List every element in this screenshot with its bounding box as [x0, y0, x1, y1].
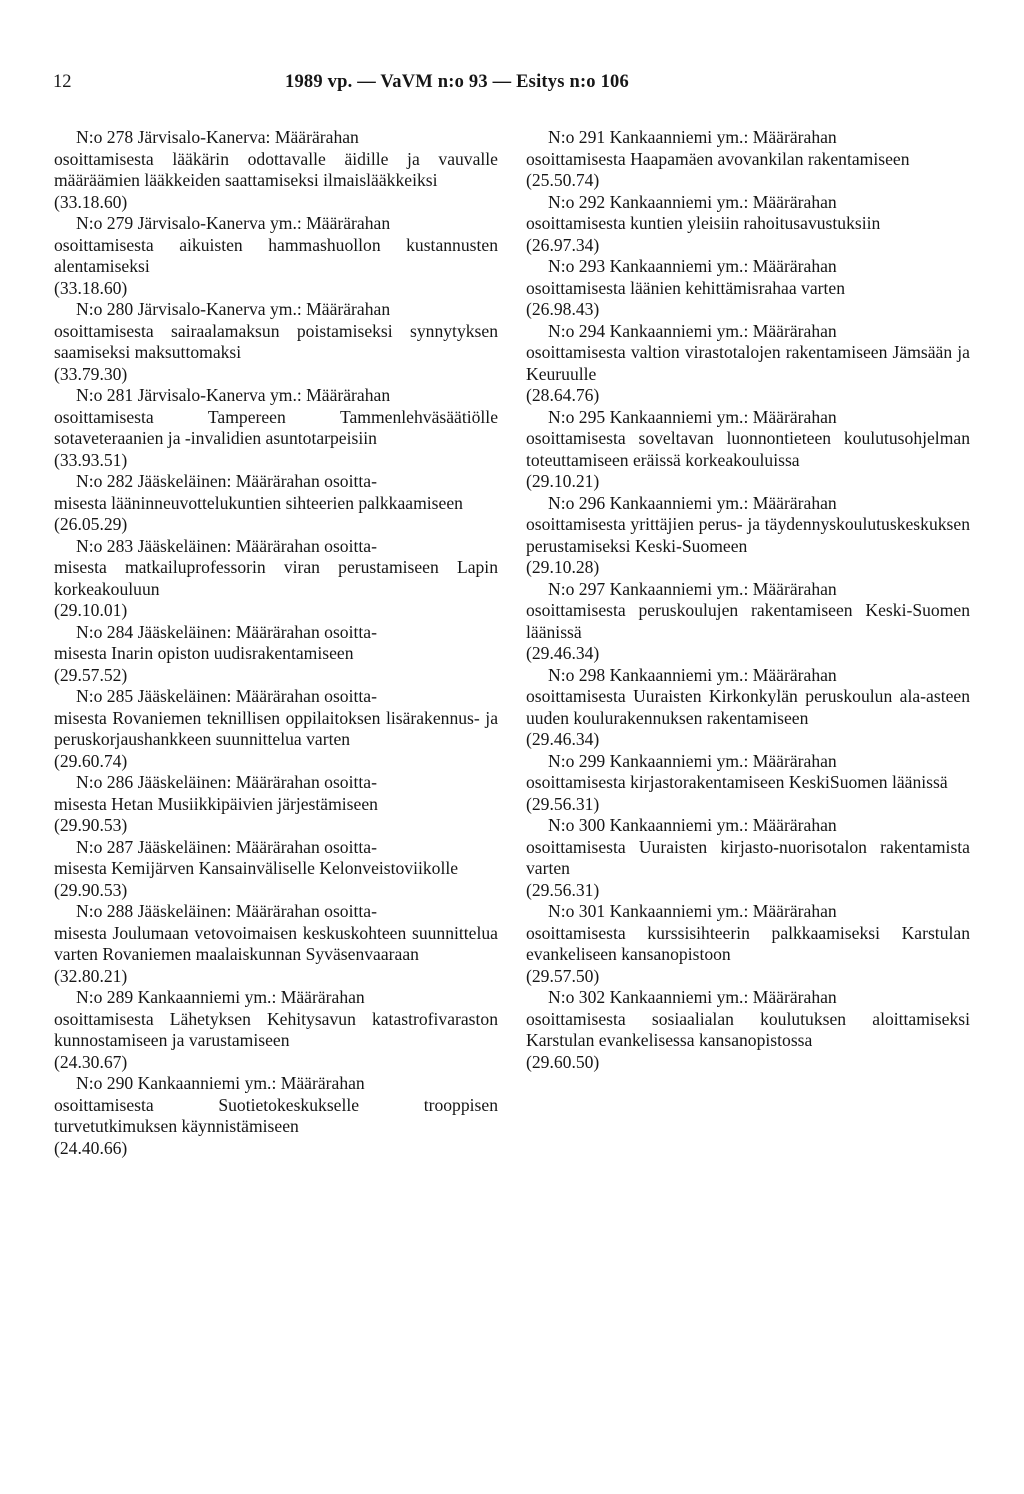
budget-item-code: (33.18.60) [54, 191, 128, 212]
motion-description: osoittamisesta Haapamäen avovankilan rakentamiseen [526, 148, 910, 169]
budget-item-code: (29.90.53) [54, 879, 128, 900]
motion-entry [526, 665, 970, 751]
budget-item-code: (33.93.51) [54, 449, 128, 470]
motion-heading: N:o 281 Järvisalo-Kanerva ym.: Määrärahan [76, 385, 391, 405]
motion-description: osoittamisesta kurssisihteerin palkkaamiseksi Karstulan evankeliseen kansanopistoon [526, 922, 970, 964]
budget-item-code: (29.90.53) [54, 815, 128, 835]
motion-description: osoittamisesta sairaalamaksun poistamiseksi synnytyksen saamiseksi maksuttomaksi [54, 320, 498, 362]
motion-entry [526, 579, 970, 665]
motion-entry [54, 987, 498, 1073]
motion-heading: N:o 291 Kankaanniemi ym.: Määrärahan [548, 127, 837, 147]
budget-item-code: (33.79.30) [54, 363, 128, 384]
motion-entry [526, 901, 970, 987]
budget-item-code: (29.56.31) [526, 793, 600, 814]
page-number: 12 [53, 72, 72, 92]
budget-item-code: (33.18.60) [54, 277, 128, 298]
motion-heading: N:o 296 Kankaanniemi ym.: Määrärahan [548, 492, 837, 513]
motion-heading: N:o 284 Jääskeläinen: Määrärahan osoitta- [76, 621, 377, 642]
motion-description: misesta Rovaniemen teknillisen oppilaitoksen lisärakennus- ja peruskorjaushankkeen suunnittelua varten [54, 707, 498, 749]
motion-description: osoittamisesta soveltavan luonnontieteen koulutusohjelman toteuttamiseen eräissä korkeakouluissa [526, 428, 970, 470]
motion-heading: N:o 285 Jääskeläinen: Määrärahan osoitta- [76, 686, 377, 706]
motion-heading: N:o 299 Kankaanniemi ym.: Määrärahan [548, 750, 837, 771]
motion-heading: N:o 290 Kankaanniemi ym.: Määrärahan [76, 1073, 365, 1093]
motion-heading: N:o 293 Kankaanniemi ym.: Määrärahan [548, 256, 837, 276]
motion-heading: N:o 286 Jääskeläinen: Määrärahan osoitta- [76, 772, 377, 792]
motion-heading: N:o 298 Kankaanniemi ym.: Määrärahan [548, 664, 837, 685]
budget-item-code: (29.57.50) [526, 965, 600, 986]
motion-description: misesta matkailuprofessorin viran perustamiseen Lapin korkeakouluun [54, 557, 498, 599]
motion-entry [526, 192, 970, 257]
motion-heading: N:o 297 Kankaanniemi ym.: Määrärahan [548, 578, 837, 599]
budget-item-code: (32.80.21) [54, 965, 128, 986]
motion-description: osoittamisesta Suotietokeskukselle trooppisen turvetutkimuksen käynnistämiseen [54, 1094, 498, 1136]
motion-heading: N:o 283 Jääskeläinen: Määrärahan osoitta- [76, 535, 377, 556]
motion-description: osoittamisesta Lähetyksen Kehitysavun katastrofivaraston kunnostamiseen ja varustamiseen [54, 1008, 498, 1050]
motion-entry [526, 751, 970, 816]
motion-entry [526, 493, 970, 579]
motion-heading: N:o 292 Kankaanniemi ym.: Määrärahan [548, 191, 837, 212]
motion-entry [54, 772, 498, 837]
motion-entry [526, 256, 970, 321]
left-column [54, 127, 498, 1159]
motion-description: misesta Joulumaan vetovoimaisen keskuskohteen suunnittelua varten Rovaniemen maalaiskunnan Syväsenvaaraan [54, 922, 498, 964]
motion-description: osoittamisesta Tampereen Tammenlehväsäätiölle sotaveteraanien ja -invalidien asuntotarpeisiin [54, 406, 498, 448]
budget-item-code: (29.10.21) [526, 471, 600, 491]
right-column [526, 127, 970, 1073]
budget-item-code: (26.98.43) [526, 299, 600, 319]
motion-heading: N:o 302 Kankaanniemi ym.: Määrärahan [548, 987, 837, 1007]
motion-entry [526, 407, 970, 493]
budget-item-code: (29.60.74) [54, 750, 128, 771]
motion-heading: N:o 301 Kankaanniemi ym.: Määrärahan [548, 901, 837, 921]
motion-description: osoittamisesta lääkärin odottavalle äidille ja vauvalle määräämien lääkkeiden saattamiseksi ilmaislääkkeiksi [54, 148, 498, 190]
budget-item-code: (29.46.34) [526, 643, 600, 663]
budget-item-code: (25.50.74) [526, 170, 600, 190]
motion-heading: N:o 282 Jääskeläinen: Määrärahan osoitta- [76, 471, 377, 491]
motion-description: osoittamisesta sosiaalialan koulutuksen aloittamiseksi Karstulan evankelisessa kansanopistossa [526, 1008, 970, 1050]
budget-item-code: (29.57.52) [54, 664, 128, 685]
budget-item-code: (26.05.29) [54, 514, 128, 534]
budget-item-code: (24.30.67) [54, 1051, 128, 1072]
motion-description: osoittamisesta peruskoulujen rakentamiseen Keski-Suomen läänissä [526, 600, 970, 642]
motion-heading: N:o 280 Järvisalo-Kanerva ym.: Määrärahan [76, 299, 391, 319]
motion-description: osoittamisesta Uuraisten Kirkonkylän peruskoulun ala-asteen uuden koulurakennuksen rakentamiseen [526, 686, 970, 728]
motion-entry [54, 127, 498, 213]
motion-entry [54, 686, 498, 772]
motion-heading: N:o 288 Jääskeläinen: Määrärahan osoitta- [76, 901, 377, 921]
motion-entry [54, 213, 498, 299]
motion-heading: N:o 279 Järvisalo-Kanerva ym.: Määrärahan [76, 213, 391, 233]
motion-description: osoittamisesta valtion virastotalojen rakentamiseen Jämsään ja Keuruulle [526, 342, 970, 384]
page-header [0, 72, 1024, 102]
motion-entry [54, 622, 498, 687]
motion-description: osoittamisesta aikuisten hammashuollon kustannusten alentamiseksi [54, 234, 498, 276]
motion-entry [54, 536, 498, 622]
budget-item-code: (29.10.01) [54, 600, 128, 620]
motion-entry [54, 385, 498, 471]
motion-entry [54, 299, 498, 385]
motion-entry [54, 837, 498, 902]
motion-entry [54, 1073, 498, 1159]
motion-description: osoittamisesta kuntien yleisiin rahoitusavustuksiin [526, 213, 881, 233]
motion-heading: N:o 295 Kankaanniemi ym.: Määrärahan [548, 406, 837, 427]
motion-description: osoittamisesta Uuraisten kirjasto-nuorisotalon rakentamista varten [526, 836, 970, 878]
running-head: 1989 vp. — VaVM n:o 93 — Esitys n:o 106 [285, 72, 629, 92]
budget-item-code: (29.60.50) [526, 1051, 600, 1072]
motion-description: osoittamisesta kirjastorakentamiseen KeskiSuomen läänissä [526, 772, 948, 792]
motion-heading: N:o 287 Jääskeläinen: Määrärahan osoitta- [76, 836, 377, 857]
motion-entry [54, 901, 498, 987]
motion-heading: N:o 289 Kankaanniemi ym.: Määrärahan [76, 987, 365, 1007]
motion-description: misesta lääninneuvottelukuntien sihteerien palkkaamiseen [54, 492, 463, 513]
motion-heading: N:o 294 Kankaanniemi ym.: Määrärahan [548, 320, 837, 341]
motion-description: misesta Inarin opiston uudisrakentamiseen [54, 643, 354, 663]
motion-description: osoittamisesta läänien kehittämisrahaa varten [526, 277, 846, 298]
motion-entry [54, 471, 498, 536]
motion-entry [526, 815, 970, 901]
motion-entry [526, 321, 970, 407]
motion-description: misesta Hetan Musiikkipäivien järjestämiseen [54, 793, 378, 814]
motion-description: osoittamisesta yrittäjien perus- ja täydennyskoulutuskeskuksen perustamiseksi Keski-Suomeen [526, 514, 970, 556]
motion-entry [526, 987, 970, 1073]
motion-description: misesta Kemijärven Kansainväliselle Kelonveistoviikolle [54, 858, 459, 878]
motion-heading: N:o 300 Kankaanniemi ym.: Määrärahan [548, 815, 837, 835]
budget-item-code: (29.10.28) [526, 557, 600, 577]
motion-heading: N:o 278 Järvisalo-Kanerva: Määrärahan [76, 127, 359, 147]
budget-item-code: (26.97.34) [526, 234, 600, 255]
budget-item-code: (24.40.66) [54, 1137, 128, 1158]
motion-entry [526, 127, 970, 192]
budget-item-code: (29.56.31) [526, 879, 600, 900]
budget-item-code: (29.46.34) [526, 729, 600, 749]
budget-item-code: (28.64.76) [526, 385, 600, 405]
